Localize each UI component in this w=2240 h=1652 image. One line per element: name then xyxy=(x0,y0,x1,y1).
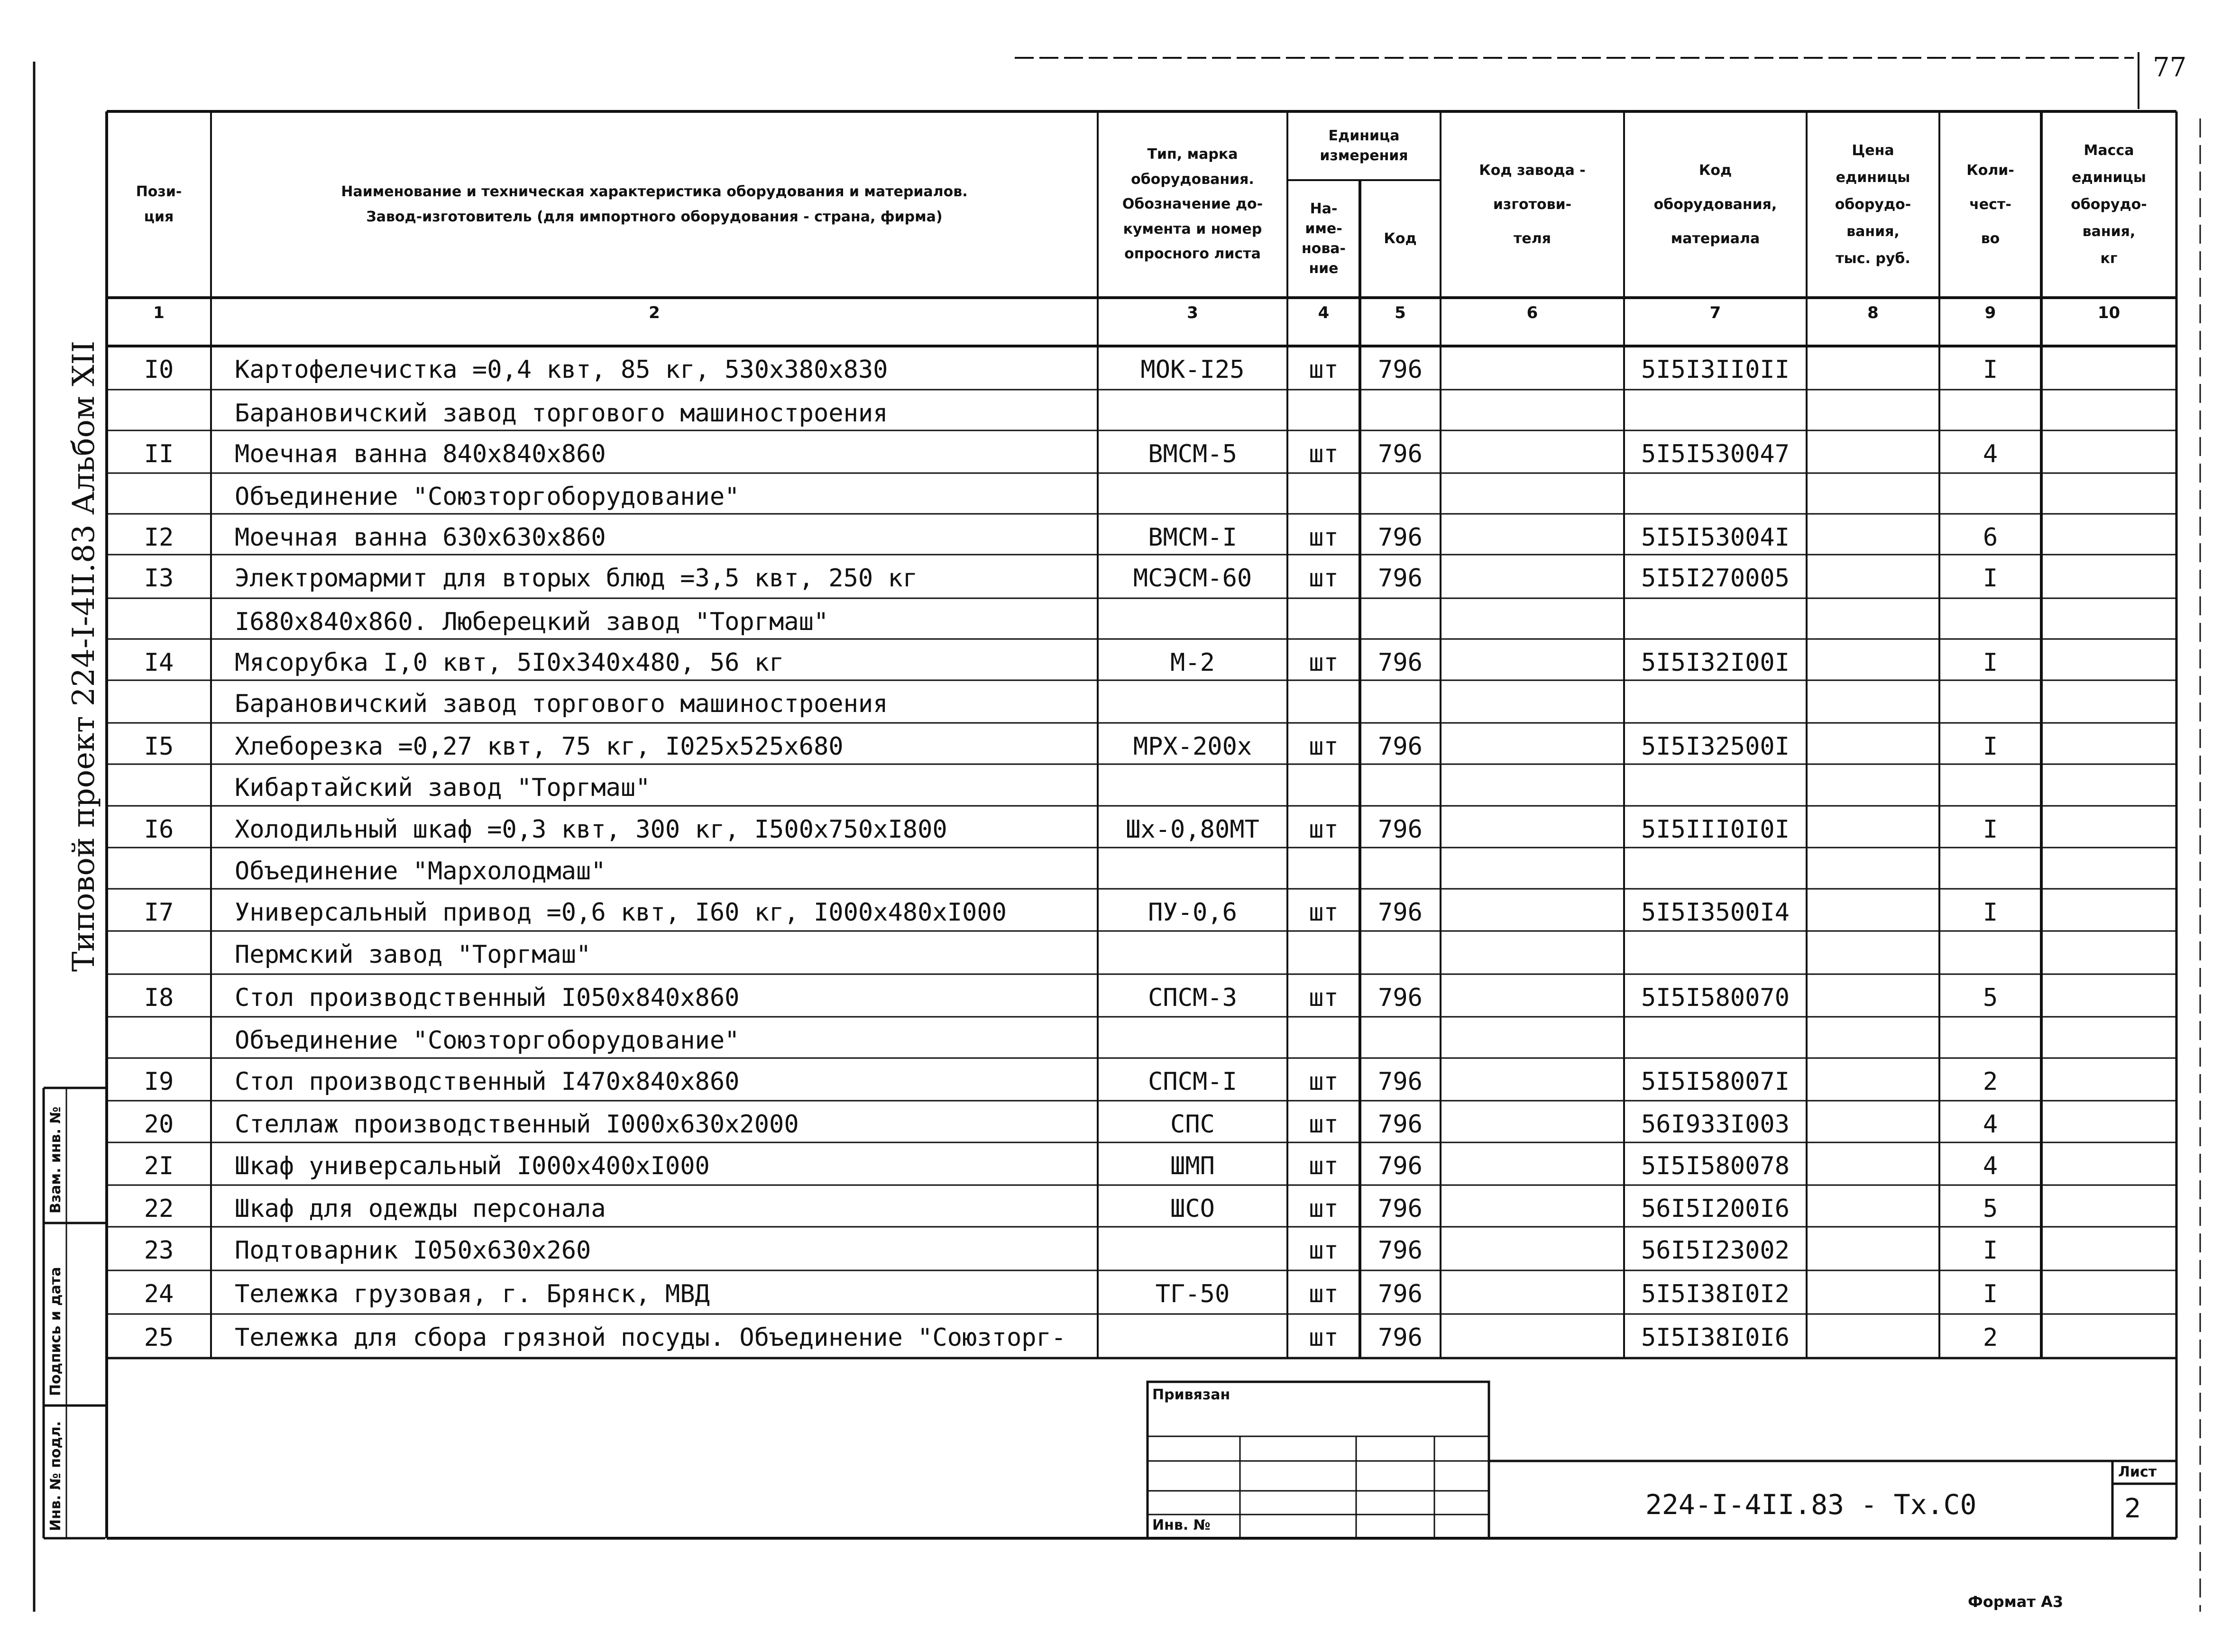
format-label: Формат А3 xyxy=(1968,1593,2064,1611)
cell-name: Мясорубка I,0 квт, 5I0х340х480, 56 кг xyxy=(235,648,784,677)
column-number: 4 xyxy=(1318,303,1330,322)
cell-quantity: 4 xyxy=(1983,1110,1998,1139)
cell-position: 24 xyxy=(144,1280,174,1308)
cell-quantity: I xyxy=(1983,1236,1998,1265)
cell-quantity: I xyxy=(1983,564,1998,593)
header-position: Пози- ция xyxy=(136,183,182,225)
document-code: 224-I-4II.83 - Тх.С0 xyxy=(1645,1488,1977,1521)
binding-label-replace-inv: Взам. инв. № xyxy=(47,1106,64,1214)
cell-quantity: 4 xyxy=(1983,1152,1998,1180)
cell-name: Объединение "Союзторгоборудование" xyxy=(235,1026,740,1055)
cell-name: Универсальный привод =0,6 квт, I60 кг, I000х480хI000 xyxy=(235,898,1007,927)
cell-position: I8 xyxy=(144,984,174,1012)
cell-position: I7 xyxy=(144,898,174,927)
column-number: 6 xyxy=(1526,303,1538,322)
cell-name: Барановичский завод торгового машиностроения xyxy=(235,690,888,718)
cell-unit-code: 796 xyxy=(1378,1152,1423,1180)
cell-type: СПСМ-I xyxy=(1148,1068,1237,1096)
cell-unit: шт xyxy=(1309,648,1339,677)
cell-unit: шт xyxy=(1309,564,1339,593)
cell-name: Объединение "Мархолодмаш" xyxy=(235,857,606,885)
cell-name: Шкаф универсальный I000х400хI000 xyxy=(235,1152,710,1180)
cell-unit: шт xyxy=(1309,1068,1339,1096)
stamp-inv-label: Инв. № xyxy=(1152,1517,1211,1533)
cell-equipment-code: 56I5I200I6 xyxy=(1641,1195,1790,1223)
cell-quantity: 5 xyxy=(1983,984,1998,1012)
binding-label-orig-inv: Инв. № подл. xyxy=(47,1421,64,1531)
cell-unit: шт xyxy=(1309,732,1339,761)
cell-unit: шт xyxy=(1309,523,1339,552)
header-equipment-code: Код оборудования, материала xyxy=(1653,162,1777,247)
cell-type: Шх-0,80МТ xyxy=(1126,815,1259,844)
cell-name: Стеллаж производственный I000х630х2000 xyxy=(235,1110,799,1139)
column-number: 3 xyxy=(1187,303,1198,322)
cell-equipment-code: 5I5I270005 xyxy=(1641,564,1790,593)
cell-equipment-code: 5I5I32I00I xyxy=(1641,648,1790,677)
cell-equipment-code: 56I5I23002 xyxy=(1641,1236,1790,1265)
stamp-bound-label: Привязан xyxy=(1152,1387,1230,1403)
cell-name: Барановичский завод торгового машиностроения xyxy=(235,399,888,428)
cell-unit-code: 796 xyxy=(1378,1323,1423,1352)
cell-unit: шт xyxy=(1309,1152,1339,1180)
cell-name: Картофелечистка =0,4 квт, 85 кг, 530х380х830 xyxy=(235,356,888,384)
cell-name: Тележка грузовая, г. Брянск, МВД xyxy=(235,1280,710,1308)
cell-unit: шт xyxy=(1309,1110,1339,1139)
cell-unit-code: 796 xyxy=(1378,1280,1423,1308)
cell-unit-code: 796 xyxy=(1378,984,1423,1012)
column-number: 10 xyxy=(2097,303,2121,322)
cell-unit-code: 796 xyxy=(1378,1195,1423,1223)
cell-quantity: 6 xyxy=(1983,523,1998,552)
cell-quantity: I xyxy=(1983,732,1998,761)
cell-equipment-code: 5I5I53004I xyxy=(1641,523,1790,552)
binding-label-signature: Подпись и дата xyxy=(47,1267,64,1396)
cell-position: 20 xyxy=(144,1110,174,1139)
cell-type: ТГ-50 xyxy=(1155,1280,1230,1308)
cell-name: Пермский завод "Торгмаш" xyxy=(235,940,591,969)
cell-position: 23 xyxy=(144,1236,174,1265)
cell-equipment-code: 5I5I38I0I6 xyxy=(1641,1323,1790,1352)
cell-position: I2 xyxy=(144,523,174,552)
cell-quantity: I xyxy=(1983,1280,1998,1308)
cell-position: 2I xyxy=(144,1152,174,1180)
cell-name: Электромармит для вторых блюд =3,5 квт, 250 кг xyxy=(235,564,918,593)
cell-unit: шт xyxy=(1309,1236,1339,1265)
cell-name: Объединение "Союзторгоборудование" xyxy=(235,483,740,511)
cell-type: ВМСМ-5 xyxy=(1148,440,1237,468)
header-unit: Единица измерения xyxy=(1320,127,1408,164)
cell-unit: шт xyxy=(1309,1323,1339,1352)
cell-equipment-code: 56I933I003 xyxy=(1641,1110,1790,1139)
cell-name: Холодильный шкаф =0,3 квт, 300 кг, I500х750хI800 xyxy=(235,815,947,844)
column-number: 7 xyxy=(1709,303,1721,322)
column-number: 9 xyxy=(1984,303,1996,322)
cell-quantity: 4 xyxy=(1983,440,1998,468)
cell-equipment-code: 5I5I580078 xyxy=(1641,1152,1790,1180)
cell-equipment-code: 5I5I580070 xyxy=(1641,984,1790,1012)
cell-unit: шт xyxy=(1309,356,1339,384)
cell-position: I3 xyxy=(144,564,174,593)
cell-unit-code: 796 xyxy=(1378,815,1423,844)
cell-name: Стол производственный I050х840х860 xyxy=(235,984,740,1012)
cell-equipment-code: 5I5III0I0I xyxy=(1641,815,1790,844)
cell-unit-code: 796 xyxy=(1378,564,1423,593)
cell-unit: шт xyxy=(1309,440,1339,468)
cell-name: Стол производственный I470х840х860 xyxy=(235,1068,740,1096)
cell-equipment-code: 5I5I3II0II xyxy=(1641,356,1790,384)
cell-quantity: 2 xyxy=(1983,1323,1998,1352)
cell-type: МОК-I25 xyxy=(1140,356,1245,384)
cell-name: Моечная ванна 840х840х860 xyxy=(235,440,606,468)
cell-unit: шт xyxy=(1309,815,1339,844)
sheet-number: 2 xyxy=(2124,1493,2141,1524)
cell-unit: шт xyxy=(1309,1280,1339,1308)
cell-position: 25 xyxy=(144,1323,174,1352)
header-manufacturer-code: Код завода - изготови- теля xyxy=(1479,162,1586,247)
cell-position: I5 xyxy=(144,732,174,761)
header-unit-name: На- име- нова- ние xyxy=(1301,201,1346,277)
cell-quantity: 2 xyxy=(1983,1068,1998,1096)
cell-equipment-code: 5I5I530047 xyxy=(1641,440,1790,468)
column-number: 2 xyxy=(649,303,660,322)
cell-equipment-code: 5I5I3500I4 xyxy=(1641,898,1790,927)
column-number: 5 xyxy=(1395,303,1406,322)
sheet-label: Лист xyxy=(2118,1464,2157,1480)
cell-unit-code: 796 xyxy=(1378,356,1423,384)
cell-equipment-code: 5I5I32500I xyxy=(1641,732,1790,761)
cell-type: СПС xyxy=(1170,1110,1215,1139)
cell-position: I0 xyxy=(144,356,174,384)
cell-position: 22 xyxy=(144,1195,174,1223)
header-type: Тип, марка оборудования. Обозначение до- кумента и номер опросного листа xyxy=(1122,146,1263,263)
cell-type: ВМСМ-I xyxy=(1148,523,1237,552)
header-mass: Масса единицы оборудо- вания, кг xyxy=(2071,142,2147,267)
cell-unit: шт xyxy=(1309,984,1339,1012)
cell-type: ШМП xyxy=(1170,1152,1215,1180)
cell-unit-code: 796 xyxy=(1378,1110,1423,1139)
cell-type: МСЭСМ-60 xyxy=(1133,564,1252,593)
cell-type: М-2 xyxy=(1170,648,1215,677)
cell-name: Шкаф для одежды персонала xyxy=(235,1195,606,1223)
column-number: 1 xyxy=(153,303,165,322)
cell-position: I4 xyxy=(144,648,174,677)
header-quantity: Коли- чест- во xyxy=(1966,162,2014,247)
column-number: 8 xyxy=(1867,303,1879,322)
cell-quantity: I xyxy=(1983,815,1998,844)
header-price: Цена единицы оборудо- вания, тыс. руб. xyxy=(1835,142,1911,267)
cell-quantity: 5 xyxy=(1983,1195,1998,1223)
cell-name: Хлеборезка =0,27 квт, 75 кг, I025х525х680 xyxy=(235,732,844,761)
cell-type: ПУ-0,6 xyxy=(1148,898,1237,927)
cell-name: I680х840х860. Люберецкий завод "Торгмаш" xyxy=(235,608,829,636)
side-title: Типовой проект 224-I-4II.83 Альбом XII xyxy=(66,340,101,972)
cell-position: II xyxy=(144,440,174,468)
cell-quantity: I xyxy=(1983,356,1998,384)
header-unit-code: Код xyxy=(1384,230,1417,247)
header-name: Наименование и техническая характеристика оборудования и материалов. Завод-изготовитель (для импортного оборудования - страна, фирма) xyxy=(341,183,968,225)
cell-quantity: I xyxy=(1983,898,1998,927)
cell-unit-code: 796 xyxy=(1378,898,1423,927)
cell-unit-code: 796 xyxy=(1378,1236,1423,1265)
cell-name: Моечная ванна 630х630х860 xyxy=(235,523,606,552)
cell-type: СПСМ-3 xyxy=(1148,984,1237,1012)
cell-equipment-code: 5I5I38I0I2 xyxy=(1641,1280,1790,1308)
cell-position: I6 xyxy=(144,815,174,844)
page-number: 77 xyxy=(2153,52,2187,83)
cell-unit: шт xyxy=(1309,898,1339,927)
cell-unit-code: 796 xyxy=(1378,732,1423,761)
cell-quantity: I xyxy=(1983,648,1998,677)
cell-unit-code: 796 xyxy=(1378,440,1423,468)
cell-type: МРХ-200х xyxy=(1133,732,1252,761)
cell-name: Кибартайский завод "Торгмаш" xyxy=(235,774,651,802)
cell-unit: шт xyxy=(1309,1195,1339,1223)
cell-equipment-code: 5I5I58007I xyxy=(1641,1068,1790,1096)
cell-type: ШСО xyxy=(1170,1195,1215,1223)
cell-unit-code: 796 xyxy=(1378,523,1423,552)
cell-unit-code: 796 xyxy=(1378,1068,1423,1096)
cell-name: Подтоварник I050х630х260 xyxy=(235,1236,591,1265)
cell-position: I9 xyxy=(144,1068,174,1096)
cell-name: Тележка для сбора грязной посуды. Объединение "Союзторг- xyxy=(235,1323,1066,1352)
cell-unit-code: 796 xyxy=(1378,648,1423,677)
